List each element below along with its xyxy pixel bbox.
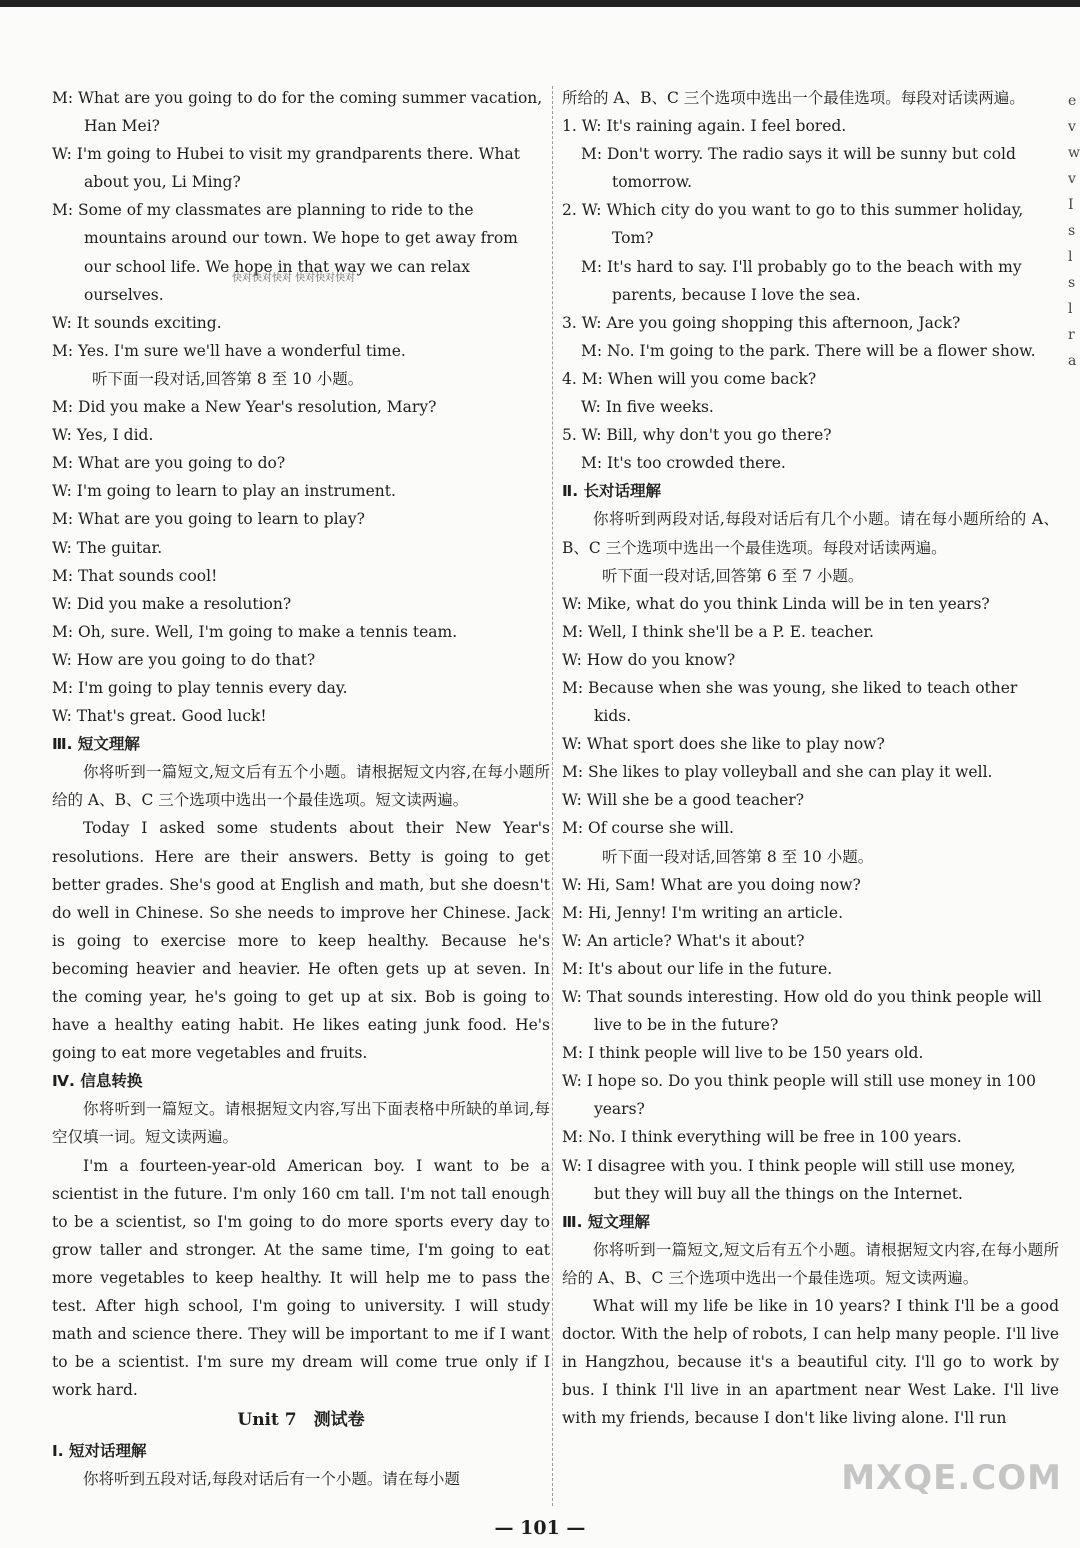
- dialogue-a: [52, 84, 550, 365]
- dialogue-line: M: Some of my classmates are planning to ride to the: [52, 201, 474, 220]
- right-edge-letters: [1068, 88, 1080, 374]
- dialogue-b: [52, 393, 550, 730]
- section2-instruction: 你将听到两段对话,每段对话后有几个小题。请在每小题所给的 A、B、C 三个选项中选出一个最佳选项。每段对话读两遍。: [562, 510, 1059, 557]
- short-dialogue-line: 4. M: When will you come back?: [562, 369, 817, 388]
- edge-letter: r: [1068, 327, 1075, 343]
- dialogue-line: W: I'm going to Hubei to visit my grandparents there. What: [52, 145, 520, 164]
- dialogue-line: W: What sport does she like to play now?: [562, 735, 885, 754]
- short-dialogue-line: M: No. I'm going to the park. There will be a flower show.: [581, 341, 1036, 360]
- short-dialogue-line: W: In five weeks.: [581, 398, 714, 417]
- unit-title: Unit 7 测试卷: [237, 1410, 365, 1431]
- right-column: [562, 84, 1059, 1433]
- column-divider: [552, 86, 553, 1506]
- dialogue-line: M: Hi, Jenny! I'm writing an article.: [562, 903, 843, 922]
- instruction-6-7: 听下面一段对话,回答第 6 至 7 小题。: [602, 566, 864, 585]
- unit-section1-instruction: 你将听到五段对话,每段对话后有一个小题。请在每小题: [83, 1469, 460, 1488]
- dialogue-d: [562, 871, 1059, 1208]
- edge-letter: v: [1068, 119, 1076, 135]
- dialogue-line: W: I disagree with you. I think people will still use money,: [562, 1156, 1016, 1175]
- short-dialogues: [562, 112, 1059, 477]
- dialogue-line: M: I think people will live to be 150 years old.: [562, 1044, 924, 1063]
- dialogue-line: W: Yes, I did.: [52, 426, 154, 445]
- section3-instruction-right: 你将听到一篇短文,短文后有五个小题。请根据短文内容,在每小题所给的 A、B、C 三个选项中选出一个最佳选项。短文读两遍。: [562, 1240, 1059, 1287]
- section4-heading: Ⅳ. 信息转换: [52, 1072, 143, 1091]
- dialogue-line: W: Hi, Sam! What are you doing now?: [562, 875, 861, 894]
- edge-letter: v: [1068, 171, 1076, 187]
- dialogue-line-continued: ourselves.: [84, 285, 164, 304]
- dialogue-line: M: What are you going to do?: [52, 454, 286, 473]
- dialogue-line: W: That's great. Good luck!: [52, 707, 267, 726]
- edge-letter: w: [1068, 145, 1080, 161]
- dialogue-c: [562, 590, 1059, 843]
- watermark-small: 快对快对快对 快对快对快对: [232, 273, 356, 284]
- instruction-8-10-left: 听下面一段对话,回答第 8 至 10 小题。: [92, 369, 364, 388]
- dialogue-line: W: The guitar.: [52, 538, 163, 557]
- dialogue-line: W: Will she be a good teacher?: [562, 791, 805, 810]
- section3-instruction-left: 你将听到一篇短文,短文后有五个小题。请根据短文内容,在每小题所给的 A、B、C 三个选项中选出一个最佳选项。短文读两遍。: [52, 763, 550, 810]
- dialogue-line: M: Because when she was young, she liked to teach other: [562, 678, 1018, 697]
- dialogue-line: M: She likes to play volleyball and she can play it well.: [562, 763, 993, 782]
- instruction-8-10-right: 听下面一段对话,回答第 8 至 10 小题。: [602, 847, 874, 866]
- short-dialogue-line-continued: tomorrow.: [612, 173, 693, 192]
- section3-heading-left: Ⅲ. 短文理解: [52, 735, 140, 754]
- dialogue-line-continued: but they will buy all the things on the Internet.: [594, 1184, 963, 1203]
- dialogue-line: M: What are you going to do for the coming summer vacation,: [52, 89, 543, 107]
- dialogue-line: W: That sounds interesting. How old do you think people will: [562, 988, 1042, 1006]
- dialogue-line: M: Oh, sure. Well, I'm going to make a tennis team.: [52, 622, 458, 641]
- dialogue-line: M: What are you going to learn to play?: [52, 510, 365, 529]
- dialogue-line: W: An article? What's it about?: [562, 931, 805, 950]
- section2-heading: Ⅱ. 长对话理解: [562, 482, 661, 501]
- short-dialogue-line: 5. W: Bill, why don't you go there?: [562, 426, 832, 445]
- dialogue-line: M: Well, I think she'll be a P. E. teacher.: [562, 622, 874, 641]
- dialogue-line-continued: our school life. We hope in that way we can relax: [84, 257, 470, 276]
- edge-letter: I: [1068, 197, 1074, 213]
- page-number: — 101 —: [494, 1517, 586, 1539]
- short-dialogue-line: M: It's hard to say. I'll probably go to the beach with my: [581, 257, 1022, 276]
- dialogue-line: M: Yes. I'm sure we'll have a wonderful time.: [52, 341, 406, 360]
- dialogue-line: M: Did you make a New Year's resolution, Mary?: [52, 398, 437, 417]
- short-dialogue-line: 2. W: Which city do you want to go to this summer holiday,: [562, 201, 1024, 220]
- watermark-site: MXQE.COM: [841, 1458, 1062, 1498]
- dialogue-line: M: No. I think everything will be free in 100 years.: [562, 1128, 962, 1147]
- dialogue-line: W: I'm going to learn to play an instrument.: [52, 482, 396, 501]
- dialogue-line-continued: mountains around our town. We hope to get away from: [84, 229, 518, 248]
- edge-letter: e: [1068, 93, 1077, 109]
- dialogue-line: M: I'm going to play tennis every day.: [52, 678, 348, 697]
- short-dialogue-line: 1. W: It's raining again. I feel bored.: [562, 117, 847, 136]
- dialogue-line-continued: live to be in the future?: [594, 1016, 779, 1035]
- edge-letter: a: [1068, 353, 1077, 369]
- left-column: [52, 84, 550, 1493]
- short-dialogue-line-continued: parents, because I love the sea.: [612, 285, 861, 304]
- dialogue-line: W: How are you going to do that?: [52, 650, 316, 669]
- short-dialogue-line-continued: Tom?: [612, 229, 654, 248]
- dialogue-line-continued: years?: [594, 1100, 645, 1119]
- dialogue-line: M: It's about our life in the future.: [562, 959, 833, 978]
- dialogue-line-continued: about you, Li Ming?: [84, 173, 241, 192]
- edge-letter: s: [1068, 275, 1076, 291]
- dialogue-line: M: That sounds cool!: [52, 566, 218, 585]
- dialogue-line: M: Of course she will.: [562, 819, 734, 838]
- top-edge-bar: [0, 0, 1080, 7]
- dialogue-line: W: It sounds exciting.: [52, 313, 222, 332]
- instruction-continued: 所给的 A、B、C 三个选项中选出一个最佳选项。每段对话读两遍。: [562, 89, 1025, 107]
- short-dialogue-line: M: Don't worry. The radio says it will be sunny but cold: [581, 145, 1016, 164]
- dialogue-line: W: How do you know?: [562, 650, 736, 669]
- edge-letter: l: [1068, 249, 1073, 265]
- dialogue-line-continued: Han Mei?: [84, 117, 160, 136]
- unit-section1-heading: Ⅰ. 短对话理解: [52, 1441, 147, 1460]
- dialogue-line: W: I hope so. Do you think people will still use money in 100: [562, 1072, 1036, 1091]
- edge-letter: l: [1068, 301, 1073, 317]
- dialogue-line: W: Mike, what do you think Linda will be in ten years?: [562, 594, 990, 613]
- short-dialogue-line: 3. W: Are you going shopping this afternoon, Jack?: [562, 313, 961, 332]
- section3-passage-right: What will my life be like in 10 years? I think I'll be a good doctor. With the help of robots, I can help many people. I'll live in Hangzhou, because it's a beautiful city. I'll go to work by bus. I think I'll live in an apartment near West Lake. I'll live with my friends, because I don't like living alone. I'll run: [562, 1297, 1059, 1428]
- dialogue-line-continued: kids.: [594, 707, 632, 726]
- section4-instruction: 你将听到一篇短文。请根据短文内容,写出下面表格中所缺的单词,每空仅填一词。短文读两遍。: [52, 1100, 550, 1147]
- section3-passage-left: Today I asked some students about their New Year's resolutions. Here are their answers. Betty is going to get better grades. She's good at English and math, but she doesn't do well in Chinese. So she needs to improve her Chinese. Jack is going to exercise more to keep healthy. Because he's becoming heavier and heavier. He often gets up at seven. In the coming year, he's going to get up at six. Bob is going to have a healthy eating habit. He likes eating junk food. He's going to eat more vegetables and fruits.: [52, 819, 550, 1063]
- section3-heading-right: Ⅲ. 短文理解: [562, 1212, 650, 1231]
- dialogue-line: W: Did you make a resolution?: [52, 594, 292, 613]
- edge-letter: s: [1068, 223, 1076, 239]
- section4-passage: I'm a fourteen-year-old American boy. I want to be a scientist in the future. I'm only 160 cm tall. I'm not tall enough to be a scientist, so I'm going to do more sports every day to grow taller and stronger. At the same time, I'm going to eat more vegetables to keep healthy. It will help me to pass the test. After high school, I'm going to university. I will study math and science there. They will be important to me if I want to be a scientist. I'm sure my dream will come true only if I work hard.: [52, 1156, 550, 1400]
- short-dialogue-line: M: It's too crowded there.: [581, 454, 786, 473]
